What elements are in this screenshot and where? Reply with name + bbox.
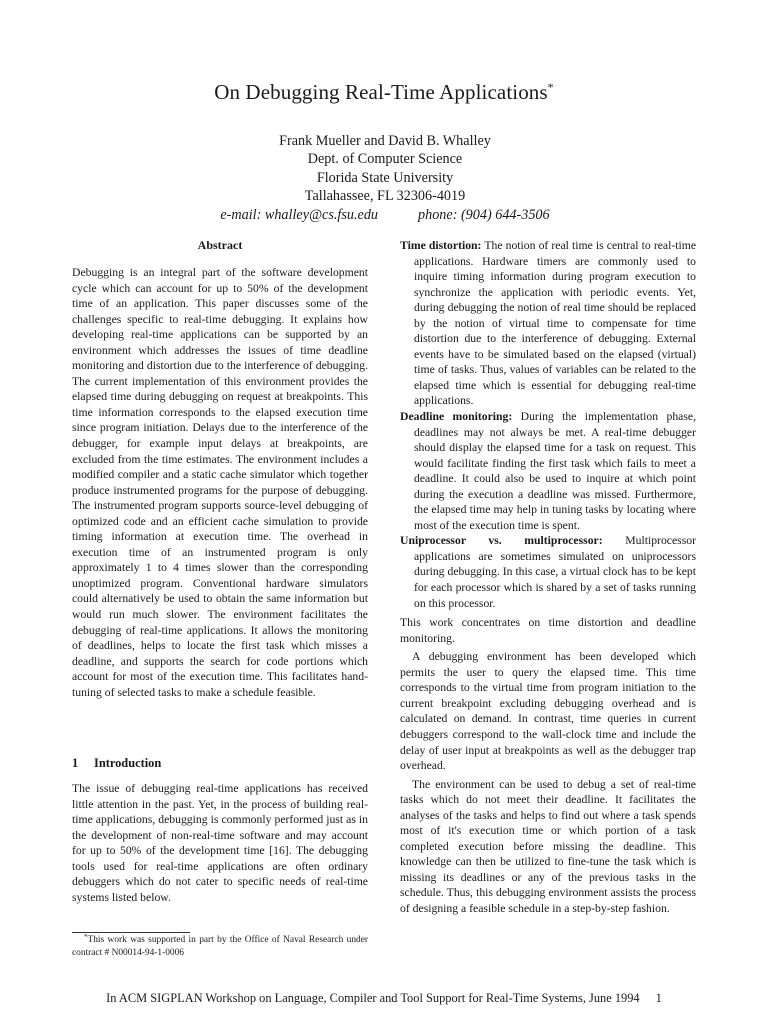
author-email: e-mail: whalley@cs.fsu.edu xyxy=(220,206,379,223)
footnote-text: This work was supported in part by the Office of Naval Research under contract # N00014-94-1-0006 xyxy=(72,935,368,958)
issue-text: During the implementation phase, deadlines may not always be met. A real-time debugger should display the elapsed time for a task on request. This would facilitate finding the first task which fails to meet a deadline. It could also be used to inquire at which point during the execution a deadline was missed. Furthermore, the elapsed time may help in tuning tasks by locating where most of the execution time is spent. xyxy=(414,410,697,532)
footnote xyxy=(72,934,368,959)
issue-text: Multiprocessor applications are sometimes simulated on uniprocessors during debugging. In this case, a virtual clock has to be kept for each processor which is shared by a set of tasks running on this processor. xyxy=(414,534,696,610)
issue-uniprocessor xyxy=(400,533,696,611)
author-names: Frank Mueller and David B. Whalley xyxy=(279,133,491,149)
issue-term: Deadline monitoring: xyxy=(400,410,513,424)
section-heading-introduction xyxy=(72,756,368,771)
abstract-heading: Abstract xyxy=(197,238,243,252)
introduction-paragraph: The issue of debugging real-time applications has received little attention in the past. Yet, in the process of building real-time applications, debugging is commonly performed just as in the development of non-real-time software and may account for up to 50% of the development time [16]. The debugging tools used for real-time applications are often ordinary debuggers which do not cater to specific needs of real-time systems listed below. xyxy=(72,782,368,904)
author-phone: phone: (904) 644-3506 xyxy=(418,206,550,223)
body-paragraph: The environment can be used to debug a set of real-time tasks which do not meet their deadline. It facilitates the analyses of the tasks and helps to find out where a task spends most of it's execution time or which portion of a task completed execution before missing the deadline. This knowledge can then be utilized to fine-tune the task which is missing its deadlines or any of the previous tasks in the schedule. Thus, this debugging environment assists the process of designing a feasible schedule in a step-by-step fashion. xyxy=(400,777,696,915)
abstract-text: Debugging is an integral part of the software development cycle which can account for up to 50% of the development time of an application. This paper discusses some of the challenges specific to real-time debugging. It explains how developing real-time applications can be supported by an environment which addresses the issues of time deadline monitoring and distortion due to the interference of debugging. The current implementation of this environment provides the elapsed time during debugging on request at breakpoints. This time information corresponds to the elapsed execution time since program initiation. Delays due to the interference of the debugger, for example input delays at breakpoints, are excluded from the time estimates. The environment includes a modified compiler and a static cache simulator which together produce instrumented programs for the purpose of debugging. The instrumented program supports source-level debugging of optimized code and an efficient cache simulation to provide timing information at execution time. The overhead in execution time of an instrumented program is only approximately 1 to 4 times slower than the corresponding unoptimized program. Conventional hardware simulators could alternatively be used to obtain the same information but would run much slower. The environment facilitates the debugging of real-time applications. It allows the monitoring of deadlines, helps to locate the first task which misses a deadline, and supports the search for code portions which account for most of the execution time. This facilitates hand-tuning of selected tasks to make a schedule feasible. xyxy=(72,266,368,699)
contact-line xyxy=(0,206,768,224)
author-block xyxy=(0,132,768,224)
page-footer xyxy=(0,991,768,1006)
footer-venue: In ACM SIGPLAN Workshop on Language, Compiler and Tool Support for Real-Time Systems, June 1994 xyxy=(106,991,640,1005)
affiliation-dept: Dept. of Computer Science xyxy=(307,151,463,168)
issue-deadline-monitoring xyxy=(400,409,696,533)
body-paragraph: A debugging environment has been developed which permits the user to query the elapsed time. This time corresponds to the virtual time from program initiation to the current breakpoint excluding debugging overhead and is calculated on demand. In contrast, time queries in current debuggers correspond to the wall-clock time and include the delay of user input at breakpoints as well as the debugger trap overhead. xyxy=(400,650,696,773)
issue-term: Time distortion: xyxy=(400,239,482,252)
body-paragraph: This work concentrates on time distortion and deadline monitoring. xyxy=(400,616,696,645)
section-title: Introduction xyxy=(94,756,162,770)
affiliation-city: Tallahassee, FL 32306-4019 xyxy=(304,188,466,205)
issue-text: The notion of real time is central to real-time applications. Hardware timers are commonly used to inquire timing information during program execution to synchronize the application with periodic events. Yet, during debugging the notion of real time should be replaced by the notion of virtual time to compensate for time distortion due to the interference of debugging. External events have to be simulated based on the elapsed (virtual) time of tasks. Thus, values of variables can be related to the elapsed time which is essential for debugging real-time applications. xyxy=(414,239,697,408)
section-number: 1 xyxy=(72,756,79,770)
footnote-rule xyxy=(72,932,190,933)
title-text: On Debugging Real-Time Applications xyxy=(214,80,548,104)
issue-time-distortion xyxy=(400,238,696,409)
affiliation-university: Florida State University xyxy=(316,169,454,186)
footnote-marker: * xyxy=(84,933,88,941)
title-footnote-marker: * xyxy=(547,80,554,94)
introduction-text xyxy=(72,781,368,905)
right-column xyxy=(400,238,696,917)
paper-title xyxy=(0,80,768,105)
page-number: 1 xyxy=(655,991,662,1005)
issue-term: Uniprocessor vs. multiprocessor: xyxy=(400,534,603,548)
